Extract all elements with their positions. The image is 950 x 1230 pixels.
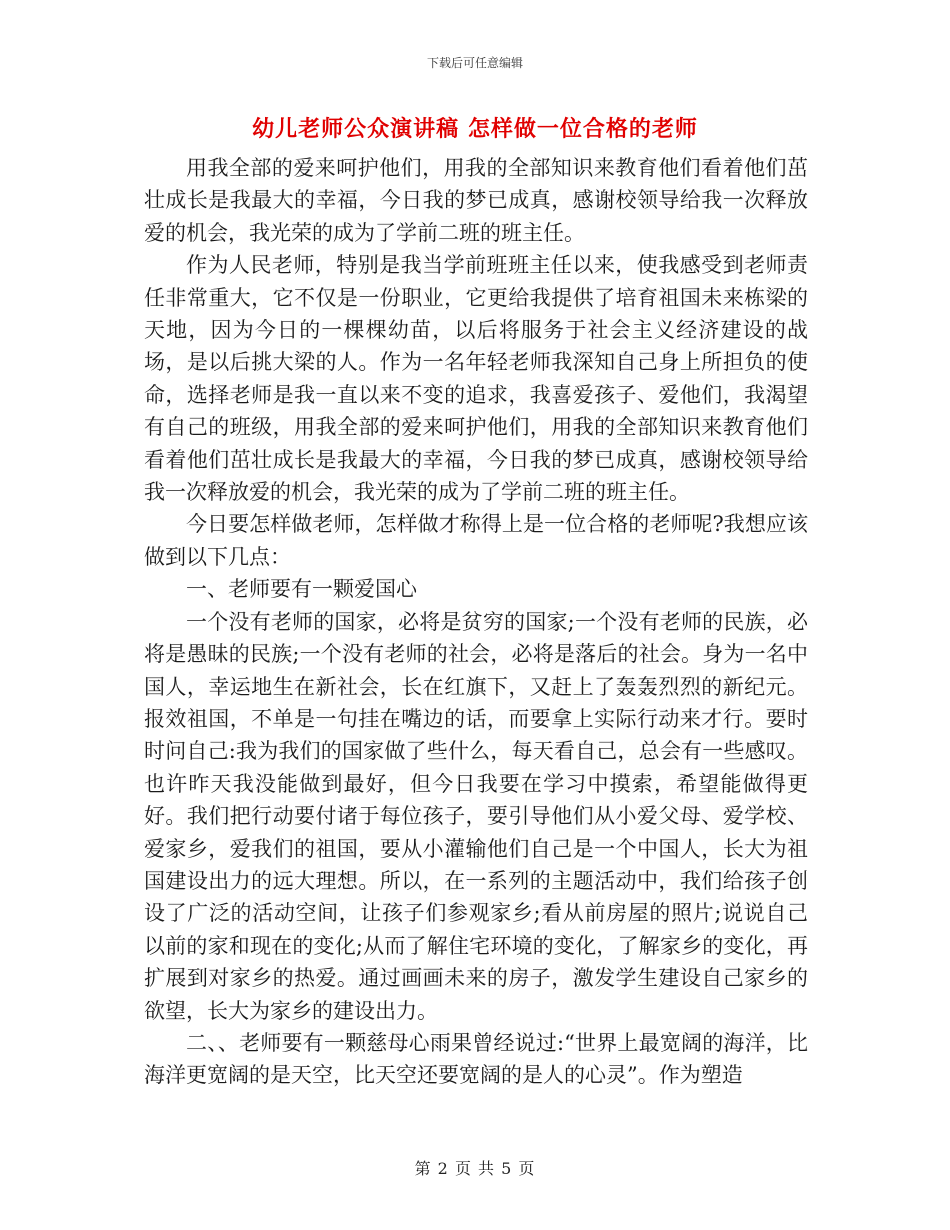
document-body [144,152,808,1092]
section-heading: 一、老师要有一颗爱国心 [186,577,417,602]
paragraph: 用我全部的爱来呵护他们，用我的全部知识来教育他们看着他们茁壮成长是我最大的幸福，今日我的梦已成真，感谢校领导给我一次释放爱的机会，我光荣的成为了学前二班的班主任。 [144,156,808,245]
header-note: 下载后可任意编辑 [426,56,523,70]
paragraph: 一个没有老师的国家，必将是贫穷的国家;一个没有老师的民族，必将是愚昧的民族;一个没有老师的社会，必将是落后的社会。身为一名中国人，幸运地生在新社会，长在红旗下，又赶上了轰轰烈烈的新纪元。报效祖国，不单是一句挂在嘴边的话，而要拿上实际行动来才行。要时时问自己:我为我们的国家做了些什么，每天看自己，总会有一些感叹。也许昨天我没能做到最好，但今日我要在学习中摸索，希望能做得更好。我们把行动要付诸于每位孩子，要引导他们从小爱父母、爱学校、爱家乡，爱我们的祖国，要从小灌输他们自己是一个中国人，长大为祖国建设出力的远大理想。所以，在一系列的主题活动中，我们给孩子创设了广泛的活动空间，让孩子们参观家乡;看从前房屋的照片;说说自己以前的家和现在的变化;从而了解住宅环境的变化，了解家乡的变化，再扩展到对家乡的热爱。通过画画未来的房子，激发学生建设自己家乡的欲望，长大为家乡的建设出力。 [144,609,808,1023]
document-title: 幼儿老师公众演讲稿 怎样做一位合格的老师 [252,117,698,142]
paragraph: 今日要怎样做老师，怎样做才称得上是一位合格的老师呢?我想应该做到以下几点： [144,512,808,569]
page-number-footer: 第 2 页 共 5 页 [414,1159,536,1178]
paragraph: 二、、老师要有一颗慈母心雨果曾经说过:“世界上最宽阔的海洋，比海洋更宽阔的是天空，比天空还要宽阔的是人的心灵”。作为塑造 [144,1030,808,1088]
paragraph: 作为人民老师，特别是我当学前班班主任以来，使我感受到老师责任非常重大，它不仅是一份职业，它更给我提供了培育祖国未来栋梁的天地，因为今日的一棵棵幼苗，以后将服务于社会主义经济建设的战场，是以后挑大梁的人。作为一名年轻老师我深知自己身上所担负的使命，选择老师是我一直以来不变的追求，我喜爱孩子、爱他们，我渴望有自己的班级，用我全部的爱来呵护他们，用我的全部知识来教育他们看着他们茁壮成长是我最大的幸福，今日我的梦已成真，感谢校领导给我一次释放爱的机会，我光荣的成为了学前二班的班主任。 [144,253,808,505]
